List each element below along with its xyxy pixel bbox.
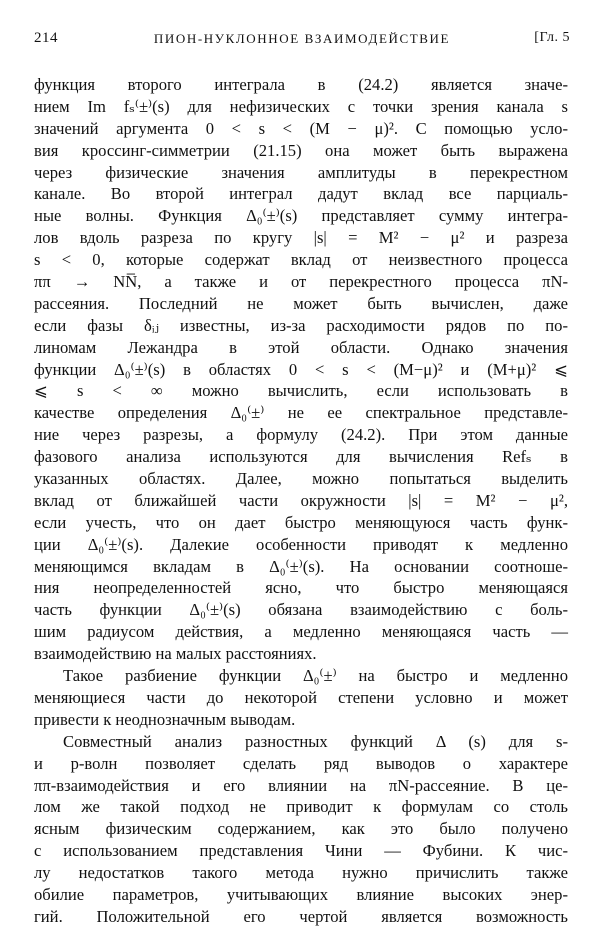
text-line: функция второго интеграла в (24.2) является значе-	[34, 75, 568, 94]
text-line: нием Im fₛ⁽±⁾(s) для нефизических с точки зрения канала s	[34, 96, 568, 116]
text-line: линомам Лежандра в этой области. Однако значения	[34, 337, 568, 357]
text-line: вклад от ближайшей части окружности |s| = M² − μ²,	[34, 490, 568, 510]
text-line: ясным физическим содержанием, как это было получено	[34, 819, 568, 839]
text-line: с использованием представления Чини — Фубини. К чис-	[34, 841, 568, 861]
text-line: Совместный анализ разностных функций Δ (s) для s-	[63, 731, 568, 751]
text-line: значений аргумента 0 < s < (M − μ)². С помощью усло-	[34, 118, 568, 138]
text-line: функции Δ₀⁽±⁾(s) в областях 0 < s < (M−μ)² и (M+μ)² ⩽	[34, 359, 568, 379]
text-line: ππ → NN̅, а также и от перекрестного процесса πN-	[34, 272, 568, 292]
text-line: если фазы δᵢⱼ известны, из-за расходимости рядов по по-	[34, 315, 568, 335]
text-line: меняющимся вкладам в Δ₀⁽±⁾(s). На основании соотноше-	[34, 556, 568, 576]
text-line: привести к неоднозначным выводам.	[34, 709, 296, 729]
text-line: шим радиусом действия, а медленно меняющаяся часть —	[34, 622, 568, 642]
text-line: фазового анализа используются для вычисления Refₛ в	[34, 447, 568, 467]
text-line: Такое разбиение функции Δ₀⁽±⁾ на быстро и медленно	[63, 666, 568, 686]
text-line: ния неопределенностей ясно, что быстро меняющаяся	[34, 578, 568, 598]
text-line: вия кроссинг-симметрии (21.15) она может быть выражена	[34, 140, 568, 160]
text-line: часть функции Δ₀⁽±⁾(s) обязана взаимодействию с боль-	[34, 600, 568, 620]
text-line: лом же такой подход не приводит к формулам со столь	[34, 797, 568, 817]
text-line: и p-волн позволяет сделать ряд выводов о характере	[34, 753, 568, 773]
running-head	[34, 30, 570, 52]
text-line: лу недостатков такого метода нужно причислить также	[34, 863, 568, 883]
body-text	[34, 74, 568, 928]
text-line: канале. Во второй интеграл дадут вклад все парциаль-	[34, 184, 568, 204]
running-title: ПИОН-НУКЛОННОЕ ВЗАИМОДЕЙСТВИЕ	[153, 31, 451, 46]
page-number: 214	[34, 30, 58, 46]
text-line: меняющиеся части до некоторой степени условно и может	[34, 687, 568, 707]
text-line: ππ-взаимодействия и его влиянии на πN-рассеяние. В це-	[34, 775, 568, 795]
text-line: ные волны. Функция Δ₀⁽±⁾(s) представляет сумму интегра-	[34, 206, 568, 226]
text-line: взаимодействию на малых расстояниях.	[34, 644, 317, 664]
text-line: ние через разрезы, а формулу (24.2). При этом данные	[34, 425, 568, 445]
text-line: через физические значения амплитуды в перекрестном	[34, 162, 568, 182]
text-line: гий. Положительной его чертой является возможность	[34, 906, 568, 926]
text-line: ⩽ s < ∞ можно вычислить, если использовать в	[34, 381, 568, 401]
text-line: если учесть, что он дает быстро меняющуюся часть функ-	[34, 512, 568, 532]
text-line: качестве определения Δ₀⁽±⁾ не ее спектральное представле-	[34, 403, 568, 423]
text-line: лов вдоль разреза по кругу |s| = M² − μ² и разреза	[34, 228, 568, 248]
text-line: указанных областях. Далее, можно попытаться выделить	[34, 469, 568, 489]
text-line: обилие параметров, учитывающих влияние высоких энер-	[34, 884, 568, 904]
chapter-reference: [Гл. 5	[534, 30, 570, 45]
text-line: рассеяния. Последний не может быть вычислен, даже	[34, 293, 568, 313]
text-line: ции Δ₀⁽±⁾(s). Далекие особенности приводят к медленно	[34, 534, 568, 554]
text-line: s < 0, которые содержат вклад от неизвестного процесса	[34, 250, 568, 270]
